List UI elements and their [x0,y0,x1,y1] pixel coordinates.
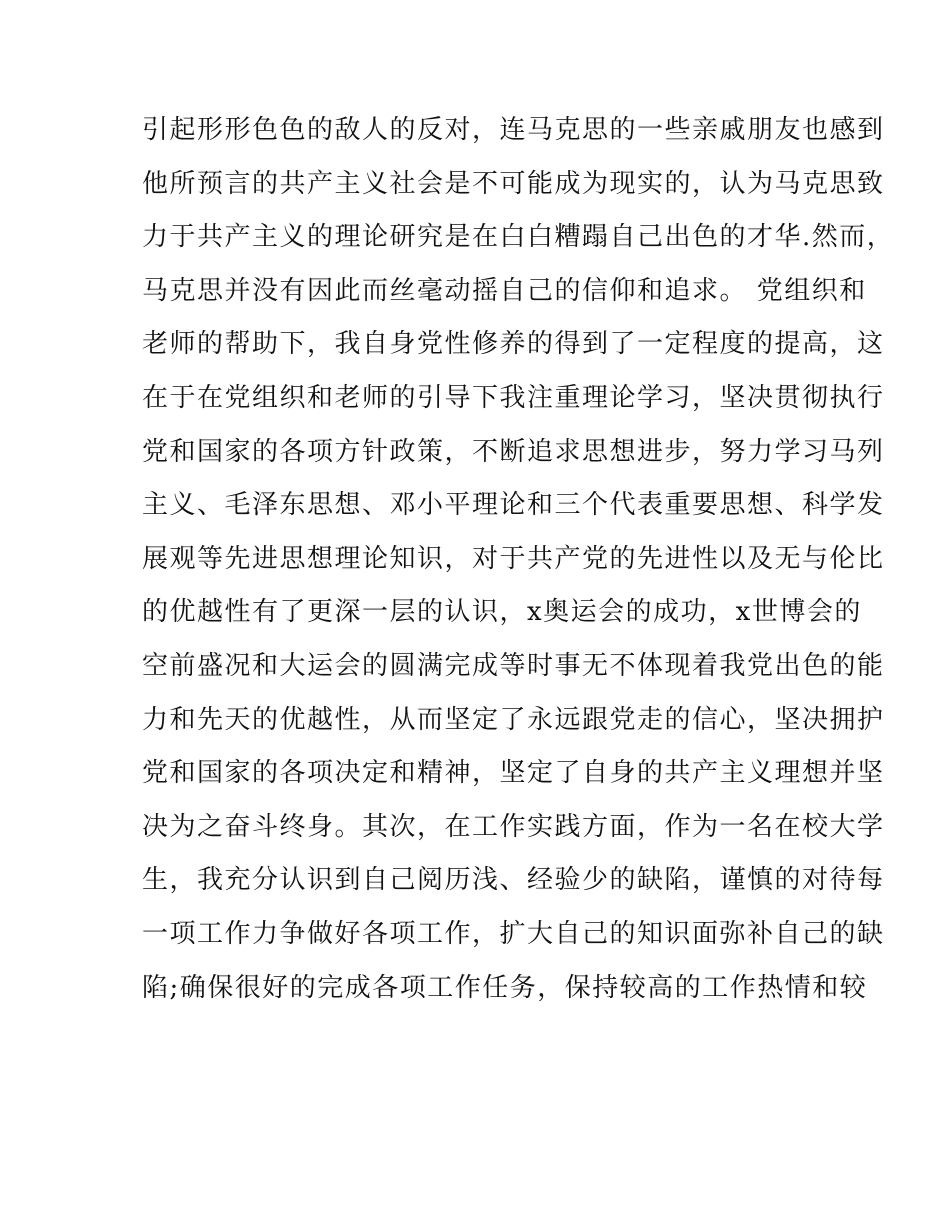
text-line: 老师的帮助下，我自身党性修养的得到了一定程度的提高，这 [142,329,885,360]
text-line: 力和先天的优越性，从而坚定了永远跟党走的信心，坚决拥护 [142,704,885,735]
text-line: 党和国家的各项决定和精神，坚定了自身的共产主义理想并坚 [142,758,885,789]
text-line: 主义、毛泽东思想、邓小平理论和三个代表重要思想、科学发 [142,490,885,521]
text-line: 他所预言的共产主义社会是不可能成为现实的，认为马克思致 [142,168,885,199]
text-line: 空前盛况和大运会的圆满完成等时事无不体现着我党出色的能 [142,650,885,681]
body-text [142,110,895,1021]
text-line: 党和国家的各项方针政策，不断追求思想进步，努力学习马列 [142,436,885,467]
text-line: 力于共产主义的理论研究是在白白糟蹋自己出色的才华.然而， [142,222,895,253]
text-line: 一项工作力争做好各项工作，扩大自己的知识面弥补自己的缺 [142,918,885,949]
text-line: 展观等先进思想理论知识，对于共产党的先进性以及无与伦比 [142,543,885,574]
text-line: 生，我充分认识到自己阅历浅、经验少的缺陷，谨慎的对待每 [142,865,885,896]
text-line: 在于在党组织和老师的引导下我注重理论学习，坚决贯彻执行 [142,382,885,413]
text-line: 决为之奋斗终身。其次，在工作实践方面，作为一名在校大学 [142,811,885,842]
text-line: 马克思并没有因此而丝毫动摇自己的信仰和追求。 党组织和 [142,275,867,306]
text-line: 引起形形色色的敌人的反对，连马克思的一些亲戚朋友也感到 [142,115,885,145]
text-line: 的优越性有了更深一层的认识，x奥运会的成功，x世博会的 [142,597,862,628]
text-line: 陷;确保很好的完成各项工作任务，保持较高的工作热情和较 [142,972,868,1003]
